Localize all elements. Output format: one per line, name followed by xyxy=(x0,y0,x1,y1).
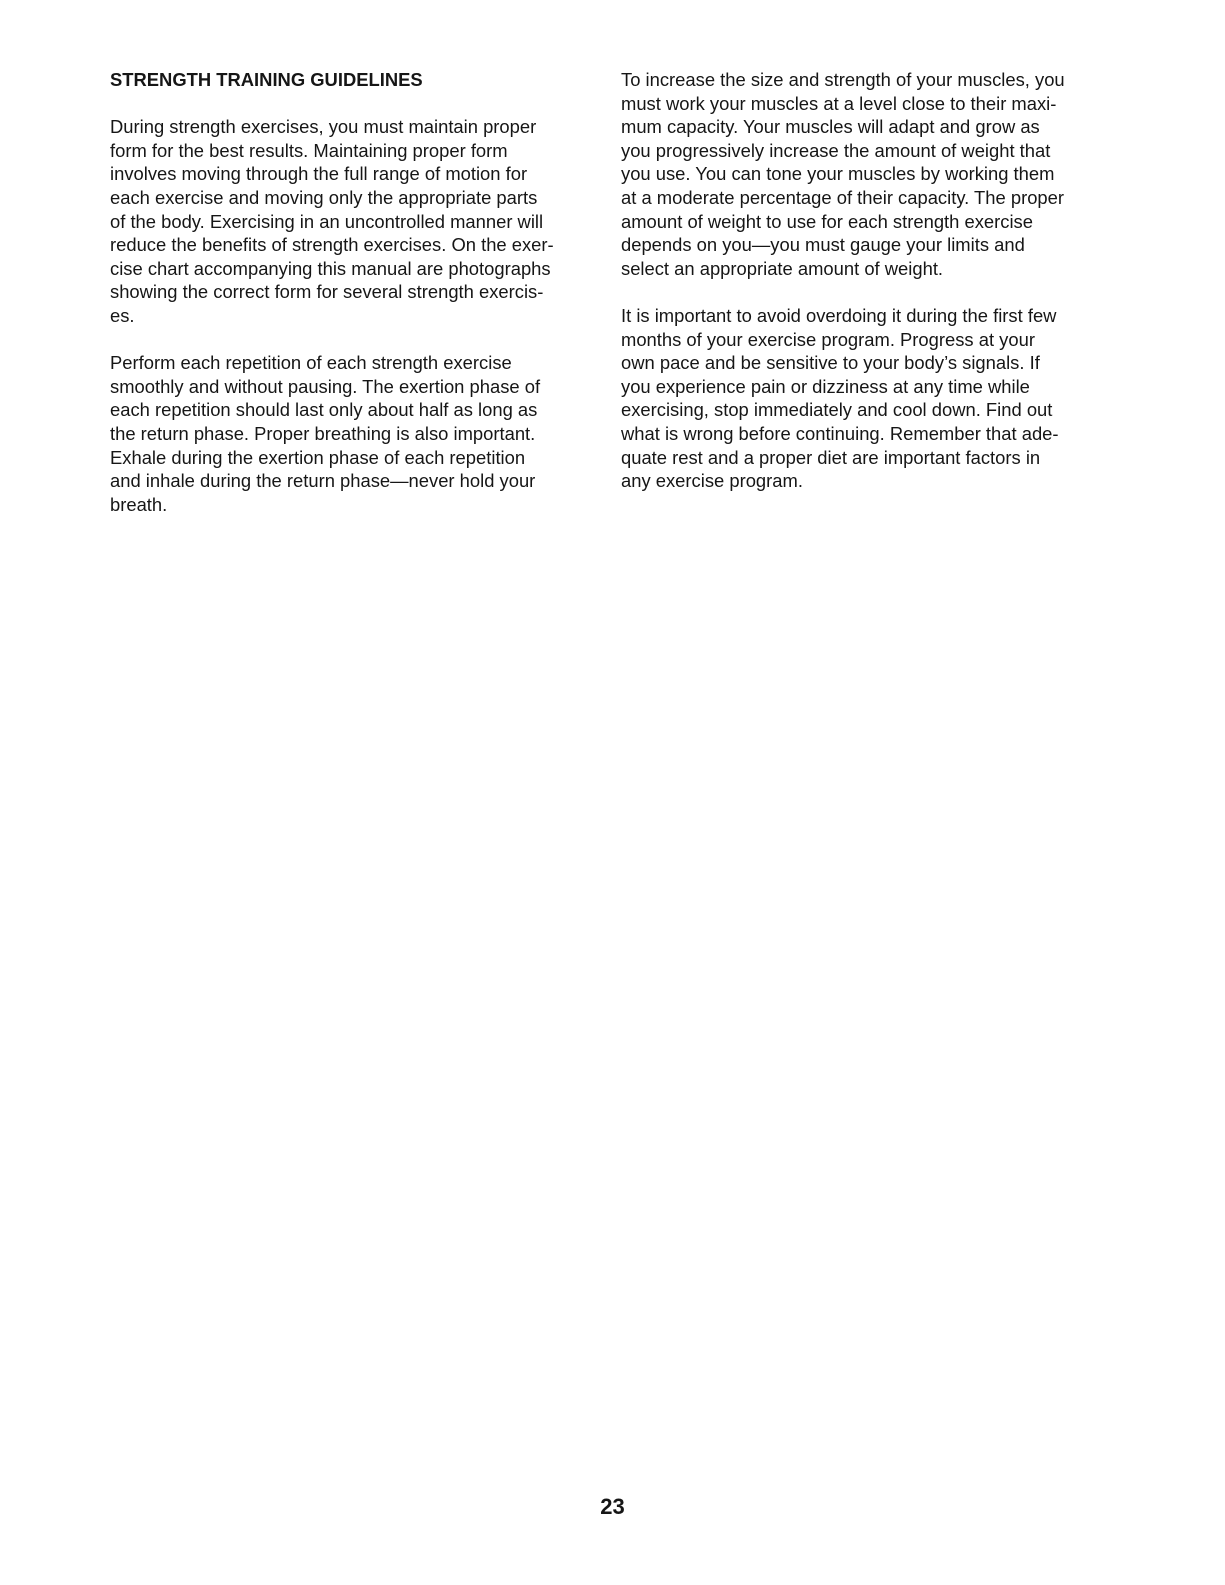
text-line: own pace and be sensitive to your body’s signals. If xyxy=(621,352,1040,374)
left-column xyxy=(110,68,582,540)
text-line: months of your exercise program. Progress at your xyxy=(621,328,1035,350)
text-line: cise chart accompanying this manual are photographs xyxy=(110,257,551,279)
text-line: you use. You can tone your muscles by working them xyxy=(621,163,1055,185)
paragraph-avoid-overdoing xyxy=(621,304,1105,493)
text-line: you progressively increase the amount of weight that xyxy=(621,139,1051,161)
text-line: you experience pain or dizziness at any time while xyxy=(621,375,1030,397)
text-line: mum capacity. Your muscles will adapt and grow as xyxy=(621,116,1040,138)
text-line: and inhale during the return phase—never hold your xyxy=(110,470,536,492)
text-line: the return phase. Proper breathing is also important. xyxy=(110,422,536,444)
text-line: involves moving through the full range of motion for xyxy=(110,163,528,185)
text-line: Exhale during the exertion phase of each repetition xyxy=(110,446,526,468)
text-line: es. xyxy=(110,304,135,326)
text-line: showing the correct form for several strength exercis- xyxy=(110,281,544,303)
paragraph-proper-form xyxy=(110,115,582,327)
text-line: select an appropriate amount of weight. xyxy=(621,257,944,279)
paragraph-muscle-size xyxy=(621,68,1105,280)
text-line: at a moderate percentage of their capacity. The proper xyxy=(621,186,1064,208)
text-line: To increase the size and strength of your muscles, you xyxy=(621,69,1065,90)
text-line: any exercise program. xyxy=(621,470,803,492)
paragraph-repetition-breathing xyxy=(110,351,582,516)
section-heading: STRENGTH TRAINING GUIDELINES xyxy=(110,69,423,90)
text-line: must work your muscles at a level close to their maxi- xyxy=(621,92,1057,114)
text-line: each exercise and moving only the appropriate parts xyxy=(110,186,538,208)
text-line: quate rest and a proper diet are important factors in xyxy=(621,446,1041,468)
text-line: amount of weight to use for each strength exercise xyxy=(621,210,1033,232)
text-line: reduce the benefits of strength exercises. On the exer- xyxy=(110,234,554,256)
text-line: exercising, stop immediately and cool down. Find out xyxy=(621,399,1053,421)
text-line: depends on you—you must gauge your limits and xyxy=(621,234,1025,256)
text-line: During strength exercises, you must maintain proper xyxy=(110,116,537,138)
text-line: of the body. Exercising in an uncontrolled manner will xyxy=(110,210,544,232)
text-line: form for the best results. Maintaining proper form xyxy=(110,139,508,161)
page-number: 23 xyxy=(600,1494,625,1519)
text-line: each repetition should last only about half as long as xyxy=(110,399,538,421)
text-line: It is important to avoid overdoing it during the first few xyxy=(621,304,1057,326)
text-line: breath. xyxy=(110,493,168,515)
text-line: smoothly and without pausing. The exertion phase of xyxy=(110,375,541,397)
text-line: what is wrong before continuing. Remember that ade- xyxy=(621,422,1059,444)
text-line: Perform each repetition of each strength exercise xyxy=(110,352,512,374)
right-column xyxy=(621,68,1105,516)
